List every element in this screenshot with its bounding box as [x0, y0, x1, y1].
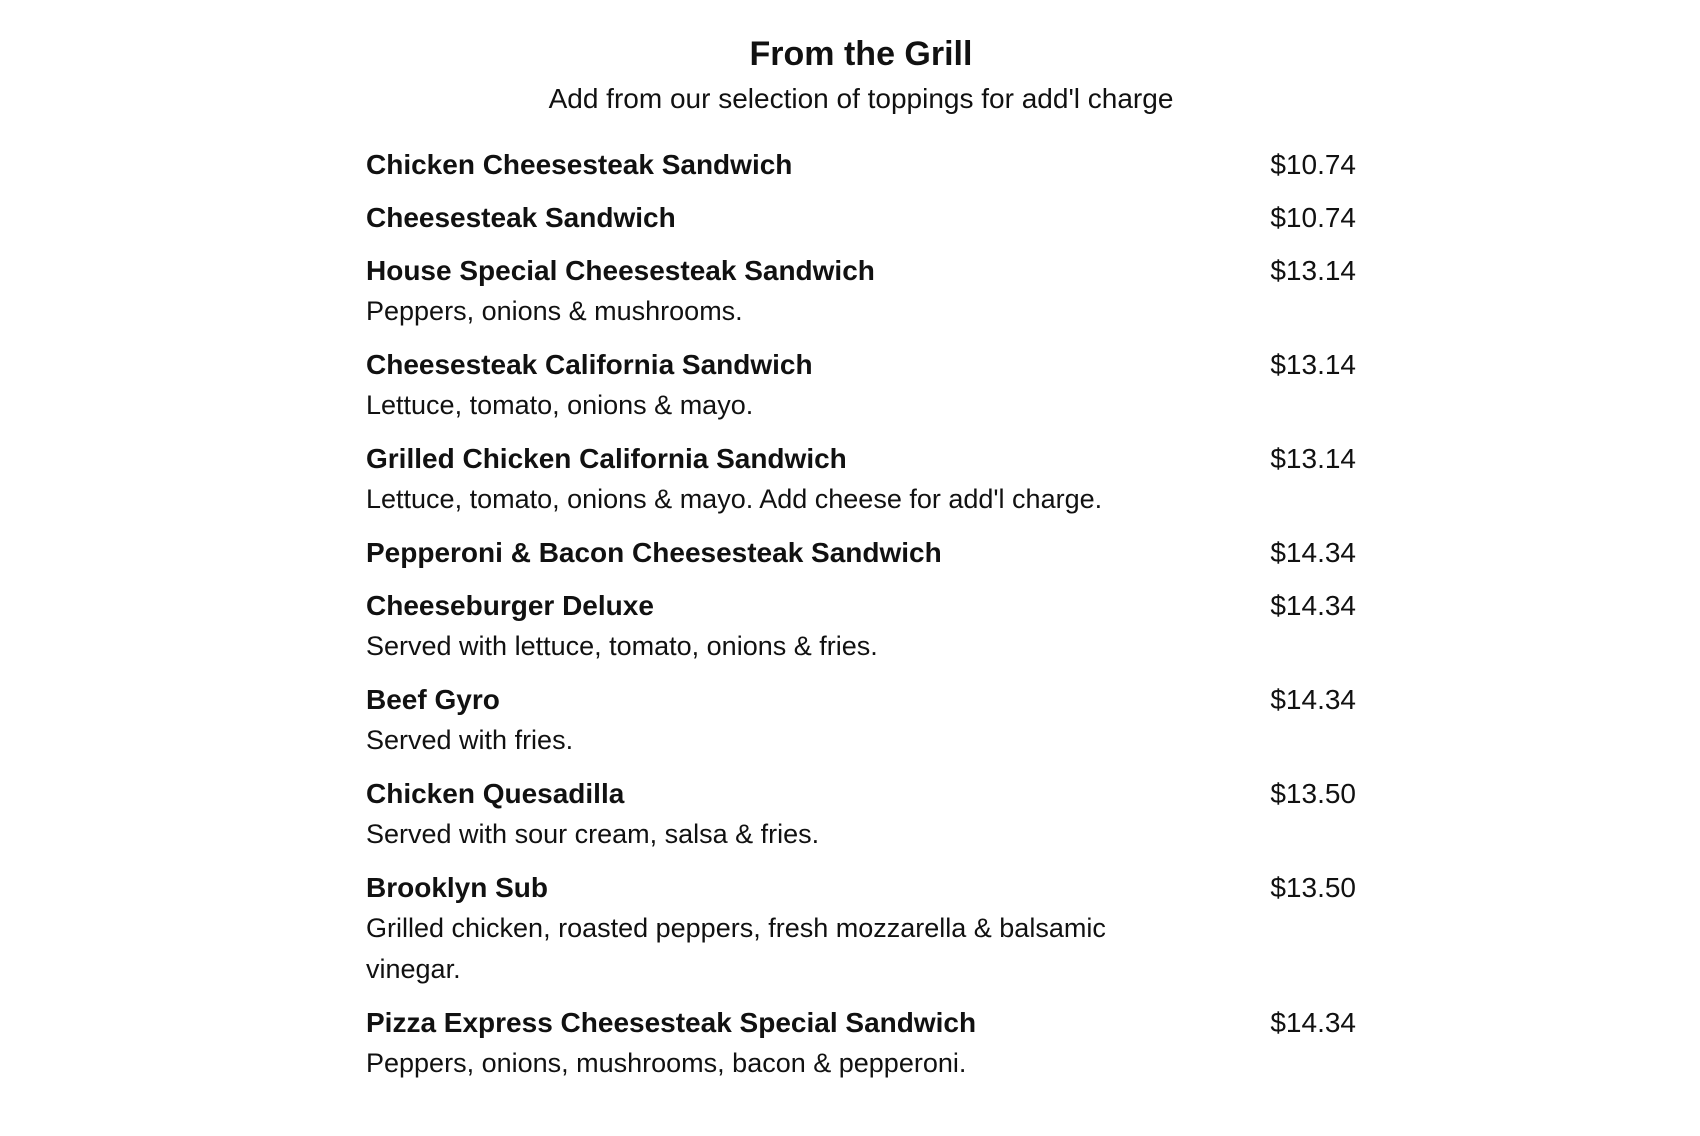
item-description: Grilled chicken, roasted peppers, fresh mozzarella & balsamic vinegar.	[366, 913, 1106, 984]
menu-item	[366, 1002, 1356, 1096]
menu-item	[366, 250, 1356, 344]
item-price: $13.50	[1270, 872, 1356, 903]
menu-section	[366, 0, 1356, 1096]
item-price: $14.34	[1270, 537, 1356, 568]
menu-item	[366, 144, 1356, 197]
item-name: Beef Gyro	[366, 684, 500, 715]
item-name: Cheesesteak California Sandwich	[366, 349, 813, 380]
item-name: House Special Cheesesteak Sandwich	[366, 255, 875, 286]
item-name: Chicken Quesadilla	[366, 778, 625, 809]
item-name: Brooklyn Sub	[366, 872, 549, 903]
item-price: $14.34	[1270, 590, 1356, 621]
menu-item	[366, 679, 1356, 773]
item-price: $14.34	[1270, 684, 1356, 715]
item-price: $14.34	[1270, 1007, 1356, 1038]
item-price: $13.14	[1270, 349, 1356, 380]
menu-item	[366, 438, 1356, 532]
item-description: Peppers, onions, mushrooms, bacon & pepperoni.	[366, 1048, 967, 1078]
item-price: $13.14	[1270, 443, 1356, 474]
menu-item	[366, 197, 1356, 250]
section-title: From the Grill	[749, 35, 973, 73]
menu-item	[366, 585, 1356, 679]
item-description: Lettuce, tomato, onions & mayo.	[366, 390, 754, 420]
section-subtitle: Add from our selection of toppings for add'l charge	[548, 83, 1174, 114]
item-name: Grilled Chicken California Sandwich	[366, 443, 847, 474]
item-name: Cheeseburger Deluxe	[366, 590, 654, 621]
item-price: $13.50	[1270, 778, 1356, 809]
item-price: $10.74	[1270, 149, 1356, 180]
item-price: $10.74	[1270, 202, 1356, 233]
item-description: Peppers, onions & mushrooms.	[366, 296, 743, 326]
item-description: Served with lettuce, tomato, onions & fries.	[366, 631, 878, 661]
menu-item	[366, 532, 1356, 585]
menu-item-list	[366, 144, 1356, 1096]
item-name: Pizza Express Cheesesteak Special Sandwich	[366, 1007, 977, 1038]
menu-item	[366, 344, 1356, 438]
menu-item	[366, 867, 1356, 1002]
item-description: Lettuce, tomato, onions & mayo. Add cheese for add'l charge.	[366, 484, 1103, 514]
item-name: Cheesesteak Sandwich	[366, 202, 676, 233]
item-name: Chicken Cheesesteak Sandwich	[366, 149, 793, 180]
menu-item	[366, 773, 1356, 867]
item-description: Served with sour cream, salsa & fries.	[366, 819, 820, 849]
item-description: Served with fries.	[366, 725, 574, 755]
item-name: Pepperoni & Bacon Cheesesteak Sandwich	[366, 537, 942, 568]
item-price: $13.14	[1270, 255, 1356, 286]
